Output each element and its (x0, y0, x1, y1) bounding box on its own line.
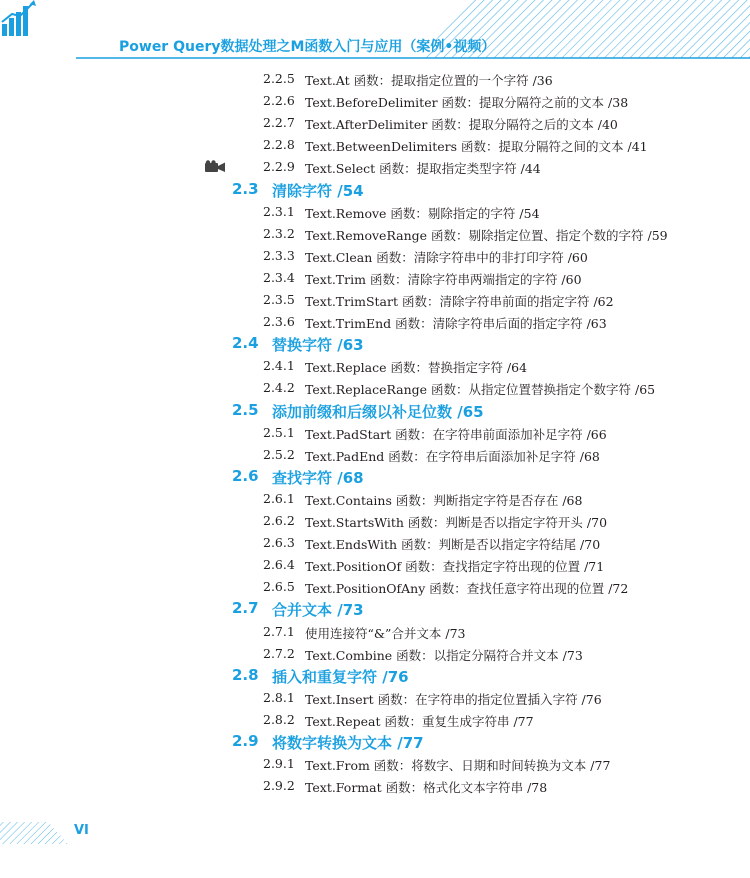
entry-number: 2.6.5 (263, 579, 295, 595)
toc-entry (0, 422, 750, 444)
book-title: Power Query数据处理之M函数入门与应用（案例•视频） (119, 39, 496, 55)
entry-number: 2.4.1 (263, 358, 295, 374)
entry-title: Text.Insert 函数：在字符串的指定位置插入字符 /76 (305, 691, 602, 707)
entry-number: 2.6.4 (263, 557, 295, 573)
section-title: 将数字转换为文本 /77 (272, 734, 424, 752)
entry-title: Text.Clean 函数：清除字符串中的非打印字符 /60 (305, 249, 588, 265)
toc-entry (0, 289, 750, 311)
entry-title: Text.Combine 函数：以指定分隔符合并文本 /73 (305, 647, 583, 663)
entry-number: 2.5.1 (263, 424, 295, 440)
entry-number: 2.9.1 (263, 756, 295, 772)
toc-entry (0, 643, 750, 665)
toc-entry (0, 134, 750, 156)
entry-title: Text.StartsWith 函数：判断是否以指定字符开头 /70 (305, 515, 608, 530)
toc-entry (0, 709, 750, 731)
toc-entry (0, 245, 750, 267)
section-title: 合并文本 /73 (272, 601, 364, 620)
entry-number: 2.7.2 (263, 645, 295, 661)
toc-entry (0, 775, 750, 797)
entry-title: Text.PadStart 函数：在字符串前面添加补足字符 /66 (305, 426, 607, 442)
toc-section (0, 731, 750, 753)
toc-section (0, 179, 750, 201)
toc-entry (0, 90, 750, 112)
entry-number: 2.9.2 (263, 778, 295, 794)
entry-title: Text.ReplaceRange 函数：从指定位置替换指定个数字符 /65 (305, 382, 656, 398)
toc-entry (0, 532, 750, 554)
entry-title: Text.Trim 函数：清除字符串两端指定的字符 /60 (305, 271, 582, 287)
toc-entry (0, 377, 750, 399)
toc-entry (0, 156, 750, 178)
toc-entry (0, 621, 750, 643)
entry-title: Text.Replace 函数：替换指定字符 /64 (305, 360, 528, 376)
toc-entry (0, 201, 750, 223)
section-number: 2.7 (232, 599, 259, 618)
toc-section (0, 466, 750, 488)
entry-number: 2.3.5 (263, 292, 295, 307)
entry-number: 2.3.2 (263, 225, 295, 241)
toc-entry (0, 223, 750, 245)
video-camera-icon (204, 160, 226, 174)
page-number: VI (74, 823, 89, 838)
entry-number: 2.6.2 (263, 513, 295, 528)
entry-number: 2.2.9 (263, 159, 295, 175)
toc-entry (0, 488, 750, 510)
entry-title: Text.Select 函数：提取指定类型字符 /44 (305, 161, 541, 177)
entry-title: Text.Remove 函数：剔除指定的字符 /54 (305, 205, 540, 221)
toc-entry (0, 355, 750, 377)
section-title: 清除字符 /54 (272, 181, 364, 200)
section-title: 插入和重复字符 /76 (272, 667, 409, 686)
entry-number: 2.4.2 (263, 380, 295, 396)
entry-title: Text.PositionOf 函数：查找指定字符出现的位置 /71 (305, 559, 605, 575)
entry-number: 2.8.2 (263, 711, 295, 727)
toc-section (0, 665, 750, 687)
entry-number: 2.2.5 (263, 71, 295, 86)
entry-title: Text.From 函数：将数字、日期和时间转换为文本 /77 (305, 758, 611, 774)
entry-number: 2.3.6 (263, 314, 295, 330)
section-number: 2.8 (232, 665, 259, 684)
entry-number: 2.7.1 (263, 623, 295, 639)
entry-title: Text.PositionOfAny 函数：查找任意字符出现的位置 /72 (305, 581, 629, 597)
toc-entry (0, 510, 750, 532)
entry-number: 2.6.3 (263, 535, 295, 551)
entry-title: Text.At 函数：提取指定位置的一个字符 /36 (305, 73, 553, 88)
section-number: 2.6 (232, 466, 259, 485)
toc-entry (0, 267, 750, 289)
entry-number: 2.8.1 (263, 689, 295, 705)
toc-entry (0, 112, 750, 134)
entry-title: Text.TrimEnd 函数：清除字符串后面的指定字符 /63 (305, 316, 607, 332)
entry-title: Text.Contains 函数：判断指定字符是否存在 /68 (305, 492, 583, 508)
toc-entry (0, 687, 750, 709)
toc-section (0, 333, 750, 355)
entry-title: Text.BeforeDelimiter 函数：提取分隔符之前的文本 /38 (305, 95, 629, 111)
entry-number: 2.2.8 (263, 137, 295, 153)
entry-title: Text.Repeat 函数：重复生成字符串 /77 (305, 713, 534, 729)
toc-entry (0, 576, 750, 598)
entry-title: Text.TrimStart 函数：清除字符串前面的指定字符 /62 (305, 294, 614, 309)
toc-entry (0, 311, 750, 333)
toc-entry (0, 68, 750, 90)
footer-stripes (0, 818, 750, 858)
entry-number: 2.2.7 (263, 115, 295, 131)
entry-number: 2.3.3 (263, 247, 295, 263)
section-number: 2.9 (232, 732, 259, 750)
entry-number: 2.3.4 (263, 269, 295, 285)
section-number: 2.5 (232, 400, 259, 419)
toc-entry (0, 753, 750, 775)
entry-number: 2.6.1 (263, 490, 295, 506)
section-number: 2.3 (232, 179, 259, 198)
entry-number: 2.5.2 (263, 446, 295, 462)
entry-title: Text.PadEnd 函数：在字符串后面添加补足字符 /68 (305, 448, 600, 464)
bar-chart-logo-icon (0, 0, 40, 38)
toc-entry (0, 554, 750, 576)
entry-title: 使用连接符“&”合并文本 /73 (305, 625, 466, 641)
section-title: 替换字符 /63 (272, 336, 364, 355)
page-header (0, 0, 750, 60)
entry-title: Text.AfterDelimiter 函数：提取分隔符之后的文本 /40 (305, 117, 618, 133)
entry-number: 2.2.6 (263, 93, 295, 109)
entry-title: Text.BetweenDelimiters 函数：提取分隔符之间的文本 /41 (305, 139, 648, 155)
entry-title: Text.RemoveRange 函数：剔除指定位置、指定个数的字符 /59 (305, 227, 668, 243)
entry-number: 2.3.1 (263, 203, 295, 219)
entry-title: Text.EndsWith 函数：判断是否以指定字符结尾 /70 (305, 537, 601, 553)
page-footer (0, 818, 750, 858)
toc-section (0, 400, 750, 422)
toc-section (0, 598, 750, 620)
section-number: 2.4 (232, 334, 259, 353)
section-title: 查找字符 /68 (272, 468, 364, 487)
section-title: 添加前缀和后缀以补足位数 /65 (272, 402, 484, 421)
entry-title: Text.Format 函数：格式化文本字符串 /78 (305, 780, 548, 796)
toc-entry (0, 444, 750, 466)
